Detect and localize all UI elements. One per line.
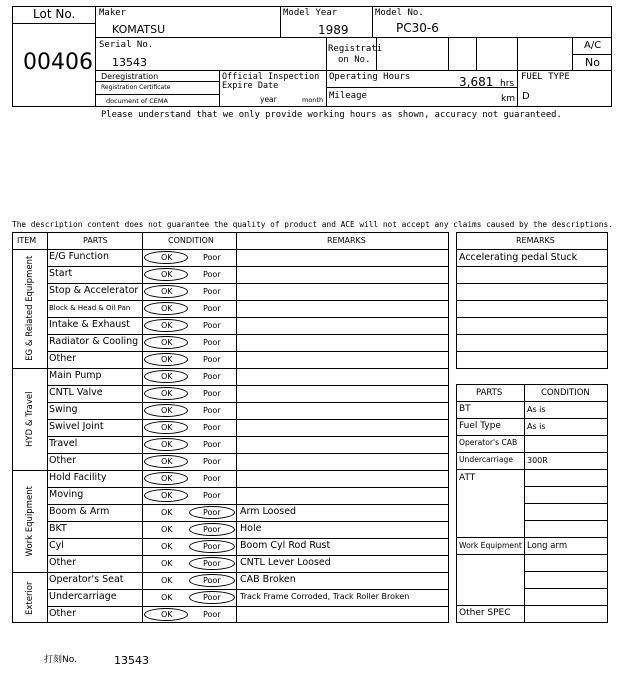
row-divider xyxy=(47,368,449,369)
row-divider xyxy=(47,555,449,556)
ok-selected-circle xyxy=(144,455,188,468)
poor-option: Poor xyxy=(203,542,221,551)
poor-selected-circle xyxy=(189,523,235,536)
model-no-label: Model No. xyxy=(375,8,424,18)
row-divider xyxy=(47,266,449,267)
section-label-exterior: Exterior xyxy=(24,581,35,616)
part-name: Undercarriage xyxy=(49,591,117,602)
ok-option: OK xyxy=(161,576,173,585)
model-year-label: Model Year xyxy=(283,8,338,18)
year-label: year xyxy=(260,95,277,104)
lot-number: 00406 xyxy=(23,50,93,75)
ok-option: OK xyxy=(161,355,173,364)
part-name: Other xyxy=(49,455,76,466)
registration-label-2: on No. xyxy=(338,55,371,65)
ok-selected-circle xyxy=(144,319,188,332)
part-name: Cyl xyxy=(49,540,64,551)
remark-text: CAB Broken xyxy=(240,574,296,585)
row-divider xyxy=(47,351,449,352)
remark-line: Accelerating pedal Stuck xyxy=(459,252,578,263)
operating-hours-value: 3,681 xyxy=(459,75,494,89)
ac-value: No xyxy=(585,56,600,69)
remarks-table-header: REMARKS xyxy=(516,236,555,245)
notice-text: Please understand that we only provide working hours as shown, accuracy not guaranteed. xyxy=(101,110,562,120)
ok-selected-circle xyxy=(144,285,188,298)
remark-text: Hole xyxy=(240,523,262,534)
engraving-number: 13543 xyxy=(114,654,149,667)
condition-header: CONDITION xyxy=(541,388,590,398)
disclaimer-text: The description content does not guarantee the quality of product and ACE will not accept any claims caused by the descriptions. xyxy=(12,220,613,229)
part-name: Other xyxy=(49,557,76,568)
row-divider xyxy=(47,521,449,522)
ok-option: OK xyxy=(161,440,173,449)
ok-option: OK xyxy=(161,321,173,330)
poor-selected-circle xyxy=(189,540,235,553)
serial-value: 13543 xyxy=(112,56,147,69)
part-name: Stop & Accelerator xyxy=(49,285,139,296)
ok-option: OK xyxy=(161,338,173,347)
part-name: Moving xyxy=(49,489,84,500)
poor-option: Poor xyxy=(203,338,221,347)
ok-selected-circle xyxy=(144,404,188,417)
row-divider xyxy=(47,300,449,301)
engraving-label: 打刻No. xyxy=(44,655,77,665)
ok-selected-circle xyxy=(144,438,188,451)
poor-option: Poor xyxy=(203,321,221,330)
ok-option: OK xyxy=(161,559,173,568)
row-divider xyxy=(47,470,449,471)
poor-selected-circle xyxy=(189,557,235,570)
part-name: Start xyxy=(49,268,73,279)
part-name: Swing xyxy=(49,404,78,415)
poor-option: Poor xyxy=(203,270,221,279)
row-divider xyxy=(456,283,608,284)
operating-hours-label: Operating Hours xyxy=(329,72,411,82)
inspection-label-2: Expire Date xyxy=(222,81,279,91)
ok-selected-circle xyxy=(144,421,188,434)
poor-selected-circle xyxy=(189,574,235,587)
ok-option: OK xyxy=(161,372,173,381)
ok-selected-circle xyxy=(144,268,188,281)
row-divider xyxy=(47,504,449,505)
lot-label: Lot No. xyxy=(33,7,76,21)
row-divider xyxy=(47,487,449,488)
work-equipment-label: Work Equipment xyxy=(459,541,522,550)
poor-option: Poor xyxy=(203,304,221,313)
part-name: Other xyxy=(49,608,76,619)
part-name: Radiator & Cooling xyxy=(49,336,139,347)
poor-option: Poor xyxy=(203,457,221,466)
row-divider xyxy=(456,300,608,301)
ok-selected-circle xyxy=(144,251,188,264)
remark-text: Boom Cyl Rod Rust xyxy=(240,540,331,551)
spec-part: BT xyxy=(459,404,471,414)
remark-text: Arm Loosed xyxy=(240,506,297,517)
ok-option: OK xyxy=(161,542,173,551)
poor-option: Poor xyxy=(203,559,221,568)
ok-selected-circle xyxy=(144,353,188,366)
section-label-hyd: HYD & Travel xyxy=(24,391,35,447)
section-label-eg: EG & Related Equipment xyxy=(24,255,35,361)
km-label: km xyxy=(501,94,515,104)
spec-condition: As is xyxy=(527,422,546,431)
deregistration-label: Deregistration xyxy=(101,72,159,81)
poor-option: Poor xyxy=(203,491,221,500)
parts-column-header: PARTS xyxy=(83,236,108,245)
fuel-type-value: D xyxy=(522,91,530,102)
part-name: Swivel Joint xyxy=(49,421,104,432)
maker-label: Maker xyxy=(99,8,127,18)
ok-option: OK xyxy=(161,610,173,619)
row-divider xyxy=(47,283,449,284)
part-name: Operator's Seat xyxy=(49,574,124,585)
poor-option: Poor xyxy=(203,474,221,483)
row-divider xyxy=(47,419,449,420)
ok-option: OK xyxy=(161,423,173,432)
row-divider xyxy=(47,453,449,454)
part-name: E/G Function xyxy=(49,251,109,262)
part-name: BKT xyxy=(49,523,67,534)
part-name: Main Pump xyxy=(49,370,102,381)
ok-selected-circle xyxy=(144,608,188,621)
poor-option: Poor xyxy=(203,389,221,398)
other-spec-label: Other SPEC xyxy=(459,608,511,618)
serial-label: Serial No. xyxy=(99,40,154,50)
section-label-work: Work Equipment xyxy=(24,486,35,557)
poor-option: Poor xyxy=(203,440,221,449)
hrs-label: hrs xyxy=(500,79,515,89)
registration-label: Registrati xyxy=(328,44,383,54)
poor-option: Poor xyxy=(203,287,221,296)
cema-label: document of CEMA xyxy=(106,97,168,105)
poor-option: Poor xyxy=(203,576,221,585)
ok-selected-circle xyxy=(144,489,188,502)
inspection-label: Official Inspection xyxy=(222,72,320,82)
poor-option: Poor xyxy=(203,372,221,381)
poor-option: Poor xyxy=(203,610,221,619)
maker-value: KOMATSU xyxy=(112,23,166,36)
row-divider xyxy=(456,334,608,335)
row-divider xyxy=(456,351,608,352)
ok-option: OK xyxy=(161,474,173,483)
remark-text: CNTL Lever Loosed xyxy=(240,557,331,568)
ok-option: OK xyxy=(161,270,173,279)
spec-part: Undercarriage xyxy=(459,455,514,464)
row-divider xyxy=(47,402,449,403)
poor-option: Poor xyxy=(203,406,221,415)
ok-selected-circle xyxy=(144,472,188,485)
part-name: Hold Facility xyxy=(49,472,107,483)
ok-option: OK xyxy=(161,457,173,466)
ok-option: OK xyxy=(161,304,173,313)
poor-selected-circle xyxy=(189,506,235,519)
ok-selected-circle xyxy=(144,387,188,400)
row-divider xyxy=(47,334,449,335)
ok-option: OK xyxy=(161,525,173,534)
model-year-value: 1989 xyxy=(318,23,349,37)
ok-option: OK xyxy=(161,389,173,398)
poor-option: Poor xyxy=(203,355,221,364)
spec-condition: As is xyxy=(527,405,546,414)
part-name: Other xyxy=(49,353,76,364)
row-divider xyxy=(47,436,449,437)
part-name: Boom & Arm xyxy=(49,506,110,517)
ok-option: OK xyxy=(161,287,173,296)
row-divider xyxy=(456,317,608,318)
part-name: Intake & Exhaust xyxy=(49,319,130,330)
model-no-value: PC30-6 xyxy=(396,21,439,35)
poor-option: Poor xyxy=(203,525,221,534)
spec-part: Fuel Type xyxy=(459,421,501,431)
row-divider xyxy=(47,538,449,539)
part-name: CNTL Valve xyxy=(49,387,103,398)
poor-option: Poor xyxy=(203,593,221,602)
row-divider xyxy=(47,385,449,386)
registration-certificate-label: Registration Certificate xyxy=(101,84,171,91)
ok-option: OK xyxy=(161,406,173,415)
item-column-header: ITEM xyxy=(17,236,37,245)
spec-part: Operator's CAB xyxy=(459,438,518,447)
work-equipment-value: Long arm xyxy=(527,541,568,551)
ok-option: OK xyxy=(161,491,173,500)
poor-selected-circle xyxy=(189,591,235,604)
ok-option: OK xyxy=(161,253,173,262)
remarks-column-header: REMARKS xyxy=(327,236,366,245)
ok-selected-circle xyxy=(144,302,188,315)
ok-option: OK xyxy=(161,593,173,602)
mileage-label: Mileage xyxy=(329,91,367,101)
condition-column-header: CONDITION xyxy=(168,236,214,245)
ok-option: OK xyxy=(161,508,173,517)
parts-header: PARTS xyxy=(476,388,503,398)
spec-condition: 300R xyxy=(527,456,548,465)
row-divider xyxy=(47,606,449,607)
row-divider xyxy=(47,317,449,318)
poor-option: Poor xyxy=(203,253,221,262)
part-name: Block & Head & Oil Pan xyxy=(49,304,131,312)
poor-option: Poor xyxy=(203,423,221,432)
ok-selected-circle xyxy=(144,370,188,383)
row-divider xyxy=(47,589,449,590)
part-name: Travel xyxy=(49,438,78,449)
fuel-type-label: FUEL TYPE xyxy=(521,72,570,82)
month-label: month xyxy=(302,96,324,104)
ok-selected-circle xyxy=(144,336,188,349)
row-divider xyxy=(47,572,449,573)
att-label: ATT xyxy=(459,473,476,483)
ac-label: A/C xyxy=(584,40,602,51)
row-divider xyxy=(456,266,608,267)
poor-option: Poor xyxy=(203,508,221,517)
remark-text: Track Frame Corroded, Track Roller Broken xyxy=(240,592,410,601)
